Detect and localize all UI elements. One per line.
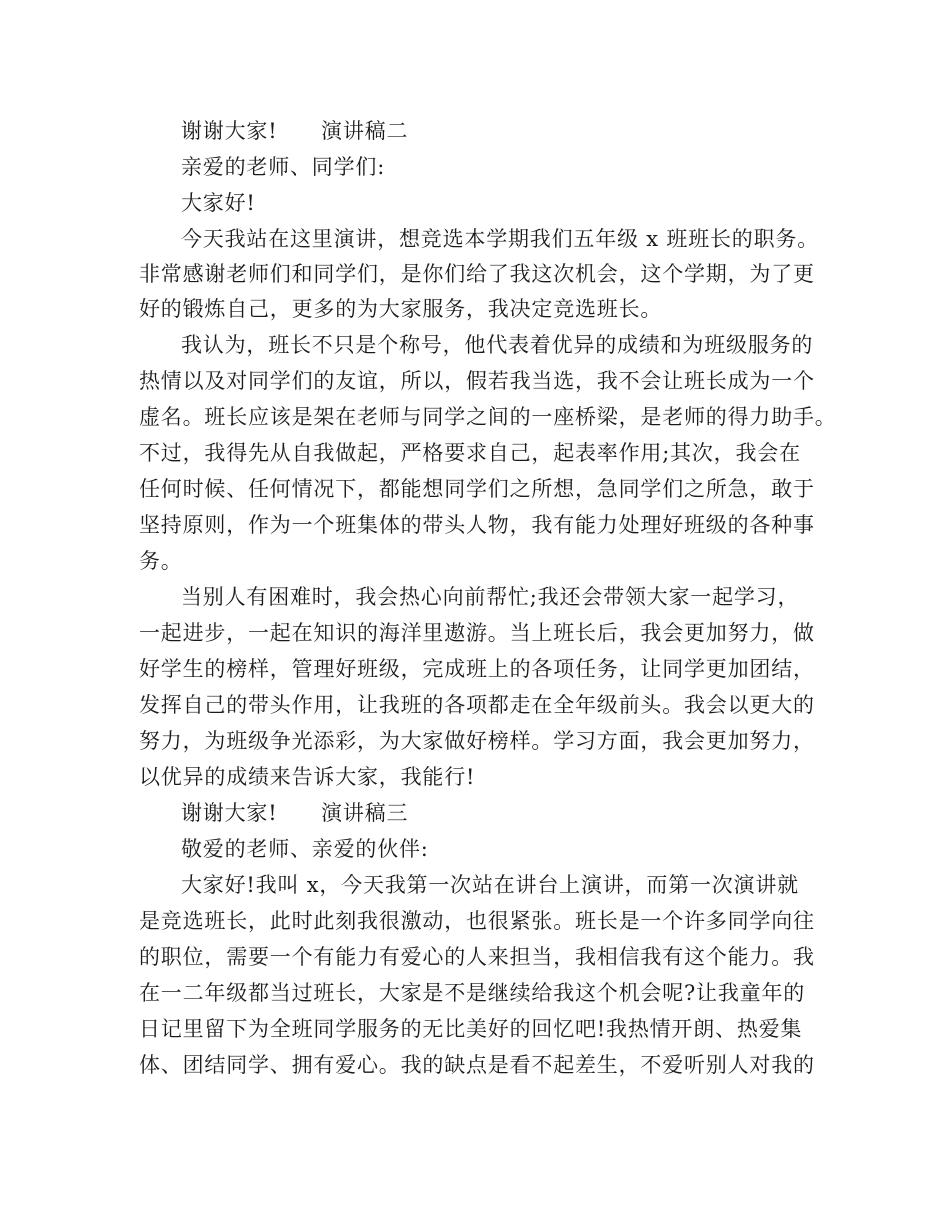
text-line: 大家好! [181,191,256,215]
text-line: 谢谢大家! 演讲稿二 [181,119,409,143]
text-line: 务。 [139,549,183,573]
text-line: 日记里留下为全班同学服务的无比美好的回忆吧!我热情开朗、热爱集 [139,1017,803,1041]
text-line: 好的锻炼自己，更多的为大家服务，我决定竞选班长。 [139,297,663,321]
text-line: 坚持原则，作为一个班集体的带头人物，我有能力处理好班级的各种事 [139,513,815,537]
text-line: 努力，为班级争光添彩，为大家做好榜样。学习方面，我会更加努力， [139,729,815,753]
text-line: 今天我站在这里演讲，想竞选本学期我们五年级 x 班班长的职务。 [181,227,819,251]
text-line: 任何时候、任何情况下，都能想同学们之所想，急同学们之所急，敢于 [139,477,815,501]
text-line: 发挥自己的带头作用，让我班的各项都走在全年级前头。我会以更大的 [139,693,815,717]
text-line: 以优异的成绩来告诉大家，我能行! [139,765,476,789]
text-line: 的职位，需要一个有能力有爱心的人来担当，我相信我有这个能力。我 [139,945,815,969]
text-line: 当别人有困难时，我会热心向前帮忙;我还会带领大家一起学习， [181,585,800,609]
text-line: 在一二年级都当过班长，大家是不是继续给我这个机会呢?让我童年的 [139,981,806,1005]
text-line: 大家好!我叫 x，今天我第一次站在讲台上演讲，而第一次演讲就 [181,873,799,897]
text-line: 我认为，班长不只是个称号，他代表着优异的成绩和为班级服务的 [181,333,814,357]
text-line: 体、团结同学、拥有爱心。我的缺点是看不起差生，不爱听别人对我的 [139,1053,815,1077]
text-line: 是竞选班长，此时此刻我很激动，也很紧张。班长是一个许多同学向往 [139,909,815,933]
text-line: 好学生的榜样，管理好班级，完成班上的各项任务，让同学更加团结， [139,657,815,681]
text-line: 亲爱的老师、同学们: [181,155,386,179]
text-line: 谢谢大家! 演讲稿三 [181,801,409,825]
text-line: 敬爱的老师、亲爱的伙伴: [181,837,429,861]
text-line: 热情以及对同学们的友谊，所以，假若我当选，我不会让班长成为一个 [139,369,815,393]
text-line: 不过，我得先从自我做起，严格要求自己，起表率作用;其次，我会在 [139,441,801,465]
text-line: 虚名。班长应该是架在老师与同学之间的一座桥梁，是老师的得力助手。 [139,405,837,429]
text-line: 非常感谢老师们和同学们，是你们给了我这次机会，这个学期，为了更 [139,262,815,286]
text-line: 一起进步，一起在知识的海洋里遨游。当上班长后，我会更加努力，做 [139,621,815,645]
